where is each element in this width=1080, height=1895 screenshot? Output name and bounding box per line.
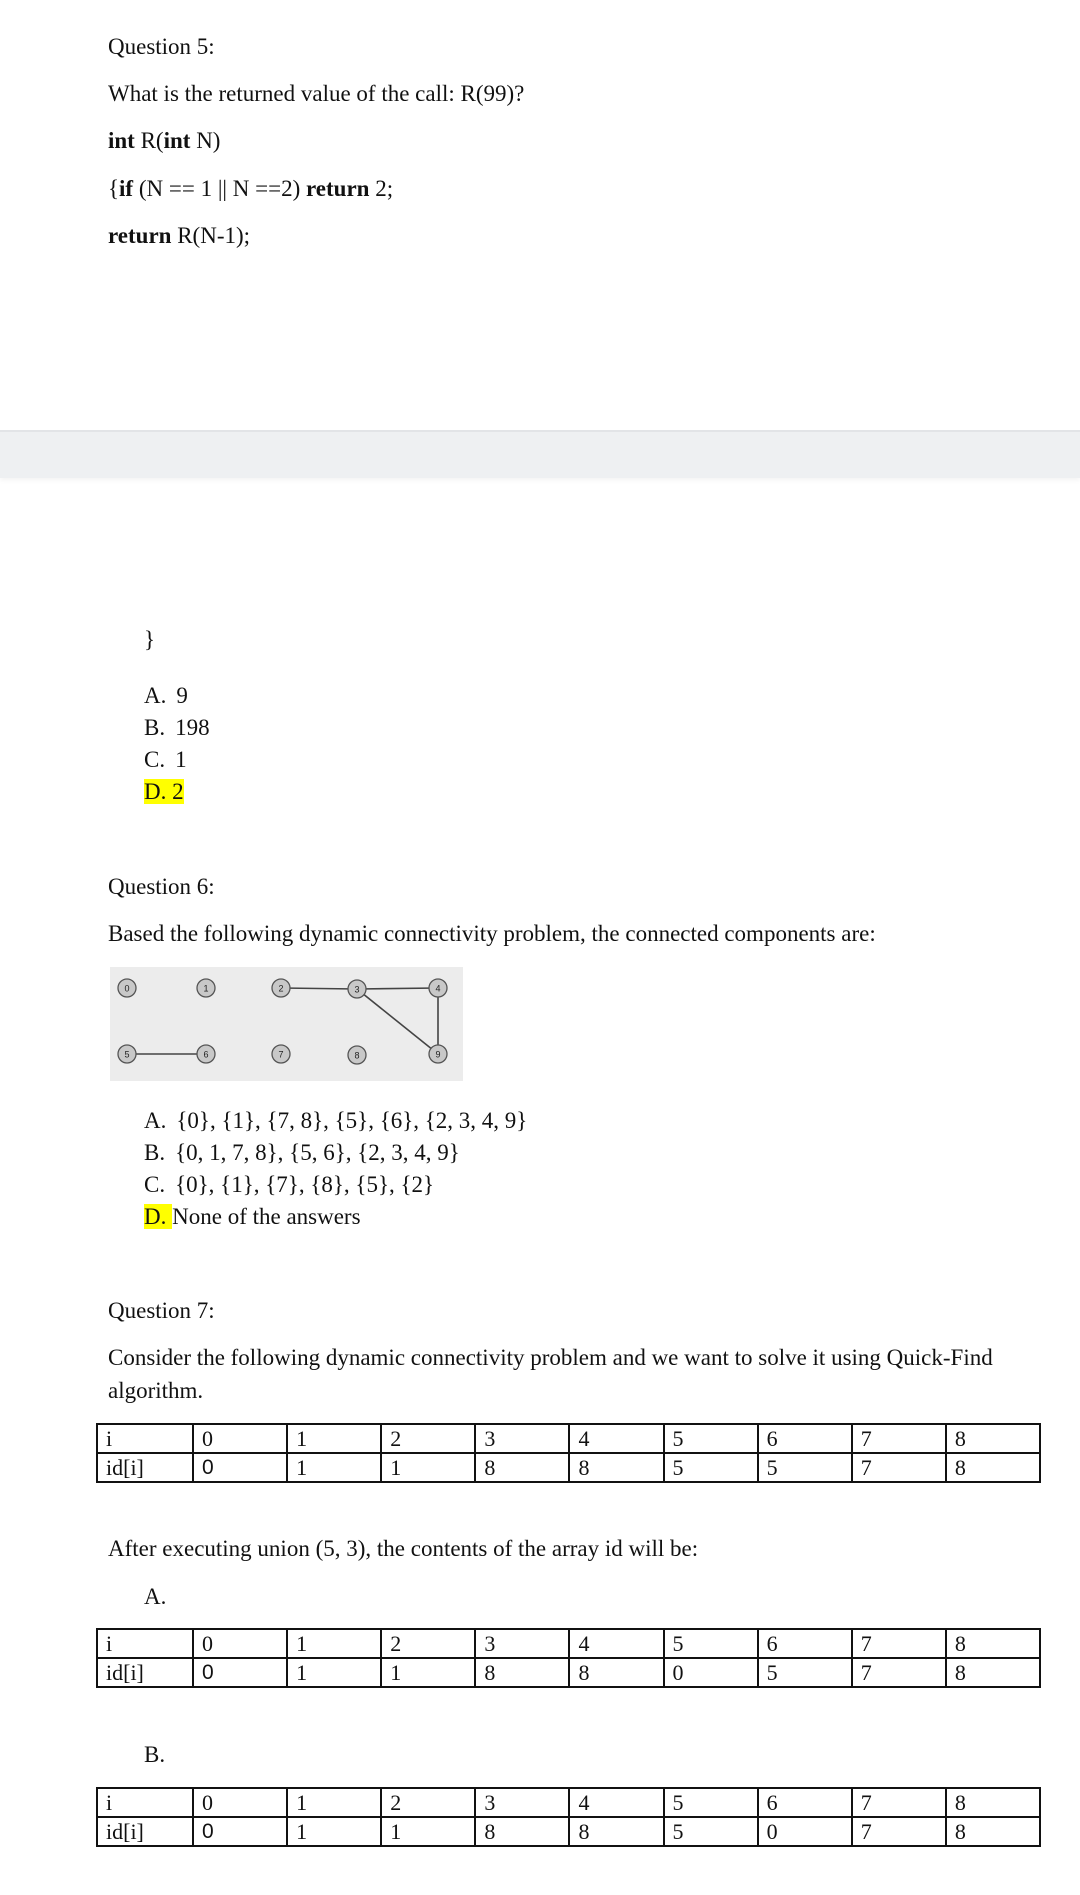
table-cell: 4 — [569, 1629, 663, 1658]
table-cell: 6 — [758, 1424, 852, 1453]
table-cell: 1 — [287, 1788, 381, 1817]
graph-node-2 — [272, 979, 290, 997]
table-cell: 1 — [287, 1629, 381, 1658]
graph-node-5 — [118, 1045, 136, 1063]
table-cell: 3 — [475, 1424, 569, 1453]
table-cell: 8 — [946, 1788, 1040, 1817]
table-cell: 0 — [193, 1817, 287, 1846]
table-cell: 8 — [946, 1629, 1040, 1658]
svg-text:9: 9 — [435, 1049, 441, 1060]
connectivity-graph — [110, 967, 463, 1081]
row-label: i — [97, 1629, 193, 1658]
keyword-int: int — [163, 128, 191, 153]
table-row — [97, 1817, 1040, 1846]
option-text: 1 — [175, 747, 187, 772]
table-cell: 0 — [193, 1629, 287, 1658]
table-cell: 8 — [569, 1453, 663, 1482]
graph-node-9 — [429, 1045, 447, 1063]
table-cell: 8 — [946, 1817, 1040, 1846]
graph-svg — [110, 967, 463, 1081]
table-cell: 1 — [287, 1453, 381, 1482]
row-label: i — [97, 1788, 193, 1817]
table-cell: 5 — [758, 1453, 852, 1482]
option-text: 9 — [176, 683, 188, 708]
option-letter: C. — [144, 1172, 166, 1197]
table-row — [97, 1629, 1040, 1658]
table-cell: 1 — [381, 1817, 475, 1846]
table-cell: 5 — [664, 1453, 758, 1482]
table-cell: 3 — [475, 1629, 569, 1658]
table-cell: 7 — [852, 1629, 946, 1658]
svg-text:6: 6 — [203, 1049, 209, 1060]
table-cell: 0 — [193, 1424, 287, 1453]
option-text: None of the answers — [172, 1204, 361, 1229]
table-row — [97, 1424, 1040, 1453]
q5-option-b — [144, 712, 210, 744]
table-cell: 2 — [381, 1788, 475, 1817]
table-cell: 2 — [381, 1629, 475, 1658]
svg-text:5: 5 — [124, 1049, 130, 1060]
svg-text:2: 2 — [278, 983, 284, 994]
graph-node-0 — [118, 979, 136, 997]
graph-node-4 — [429, 979, 447, 997]
q7-option-b-label: B. — [144, 1742, 166, 1767]
table-cell: 7 — [852, 1817, 946, 1846]
row-label: id[i] — [97, 1817, 193, 1846]
table-cell: 6 — [758, 1629, 852, 1658]
q7-after-text: After executing union (5, 3), the contents of the array id will be: — [108, 1536, 699, 1561]
keyword-return: return — [108, 223, 172, 248]
option-a-id-table — [96, 1628, 1041, 1688]
table-row — [97, 1788, 1040, 1817]
row-label: id[i] — [97, 1453, 193, 1482]
table-cell: 6 — [758, 1788, 852, 1817]
q7-option-a-label: A. — [144, 1584, 167, 1609]
table-cell: 1 — [381, 1453, 475, 1482]
q6-option-b — [144, 1137, 460, 1169]
table-cell: 8 — [569, 1658, 663, 1687]
graph-node-6 — [197, 1045, 215, 1063]
table-cell: 1 — [287, 1424, 381, 1453]
table-cell: 7 — [852, 1658, 946, 1687]
table-cell: 0 — [193, 1788, 287, 1817]
row-label: id[i] — [97, 1658, 193, 1687]
q7-prompt-line2: algorithm. — [108, 1378, 204, 1403]
q6-prompt: Based the following dynamic connectivity problem, the connected components are: — [108, 921, 876, 946]
graph-node-8 — [348, 1046, 366, 1064]
q5-option-a — [144, 680, 188, 712]
table-row — [97, 1658, 1040, 1687]
table-cell: 8 — [475, 1453, 569, 1482]
q7-prompt-line1: Consider the following dynamic connectivity problem and we want to solve it using Quick-Find — [108, 1345, 993, 1370]
graph-edge-3-9 — [357, 989, 438, 1054]
q5-code-return-line: return R(N-1); — [108, 223, 251, 248]
table-cell: 4 — [569, 1788, 663, 1817]
option-text: 2 — [172, 779, 184, 804]
graph-node-1 — [197, 979, 215, 997]
table-cell: 0 — [193, 1658, 287, 1687]
table-cell: 5 — [758, 1658, 852, 1687]
page-break — [0, 430, 1080, 478]
q7-title: Question 7: — [108, 1298, 215, 1323]
table-cell: 1 — [287, 1658, 381, 1687]
svg-text:7: 7 — [278, 1049, 284, 1060]
q5-option-c — [144, 744, 187, 776]
table-cell: 4 — [569, 1424, 663, 1453]
graph-node-7 — [272, 1045, 290, 1063]
table-cell: 3 — [475, 1788, 569, 1817]
svg-text:3: 3 — [354, 984, 360, 995]
option-letter: D. — [144, 779, 167, 804]
table-cell: 8 — [946, 1453, 1040, 1482]
keyword-return: return — [306, 176, 370, 201]
table-cell: 5 — [664, 1817, 758, 1846]
svg-text:1: 1 — [203, 983, 209, 994]
table-cell: 8 — [475, 1817, 569, 1846]
option-b-id-table — [96, 1787, 1041, 1847]
table-cell: 1 — [381, 1658, 475, 1687]
option-letter: A. — [144, 1108, 167, 1133]
option-text: 198 — [175, 715, 210, 740]
keyword-if: if — [119, 176, 134, 201]
table-cell: 8 — [569, 1817, 663, 1846]
graph-node-3 — [348, 980, 366, 998]
svg-text:0: 0 — [124, 983, 130, 994]
table-cell: 1 — [287, 1817, 381, 1846]
option-letter: B. — [144, 1140, 166, 1165]
table-cell: 7 — [852, 1424, 946, 1453]
graph-edge-2-3 — [281, 988, 357, 989]
table-cell: 5 — [664, 1629, 758, 1658]
q5-title: Question 5: — [108, 34, 215, 59]
svg-text:8: 8 — [354, 1050, 360, 1061]
keyword-int: int — [108, 128, 135, 153]
row-label: i — [97, 1424, 193, 1453]
table-cell: 2 — [381, 1424, 475, 1453]
table-cell: 0 — [193, 1453, 287, 1482]
q6-option-a — [144, 1105, 527, 1137]
svg-text:4: 4 — [435, 983, 441, 994]
q5-prompt: What is the returned value of the call: R(99)? — [108, 81, 525, 106]
table-cell: 0 — [664, 1658, 758, 1687]
table-cell: 8 — [946, 1658, 1040, 1687]
q5-option-d — [144, 776, 184, 808]
table-cell: 7 — [852, 1453, 946, 1482]
table-row — [97, 1453, 1040, 1482]
option-text: {0}, {1}, {7}, {8}, {5}, {2} — [175, 1172, 435, 1197]
option-text: {0, 1, 7, 8}, {5, 6}, {2, 3, 4, 9} — [175, 1140, 460, 1165]
option-letter: C. — [144, 747, 166, 772]
q6-option-c — [144, 1169, 434, 1201]
graph-edge-3-4 — [357, 988, 438, 989]
option-letter: D. — [144, 1204, 167, 1229]
table-cell: 5 — [664, 1788, 758, 1817]
initial-id-table — [96, 1423, 1041, 1483]
option-text: {0}, {1}, {7, 8}, {5}, {6}, {2, 3, 4, 9} — [176, 1108, 528, 1133]
option-letter: A. — [144, 683, 167, 708]
table-cell: 5 — [664, 1424, 758, 1453]
option-letter: B. — [144, 715, 166, 740]
q5-code-if-line: {if (N == 1 || N ==2) return 2; — [108, 176, 394, 201]
q5-code-close-brace: } — [144, 627, 156, 652]
table-cell: 7 — [852, 1788, 946, 1817]
q6-title: Question 6: — [108, 874, 215, 899]
table-cell: 8 — [946, 1424, 1040, 1453]
table-cell: 0 — [758, 1817, 852, 1846]
q5-code-signature: int R(int N) — [108, 128, 221, 153]
table-cell: 8 — [475, 1658, 569, 1687]
q6-option-d — [144, 1201, 361, 1233]
